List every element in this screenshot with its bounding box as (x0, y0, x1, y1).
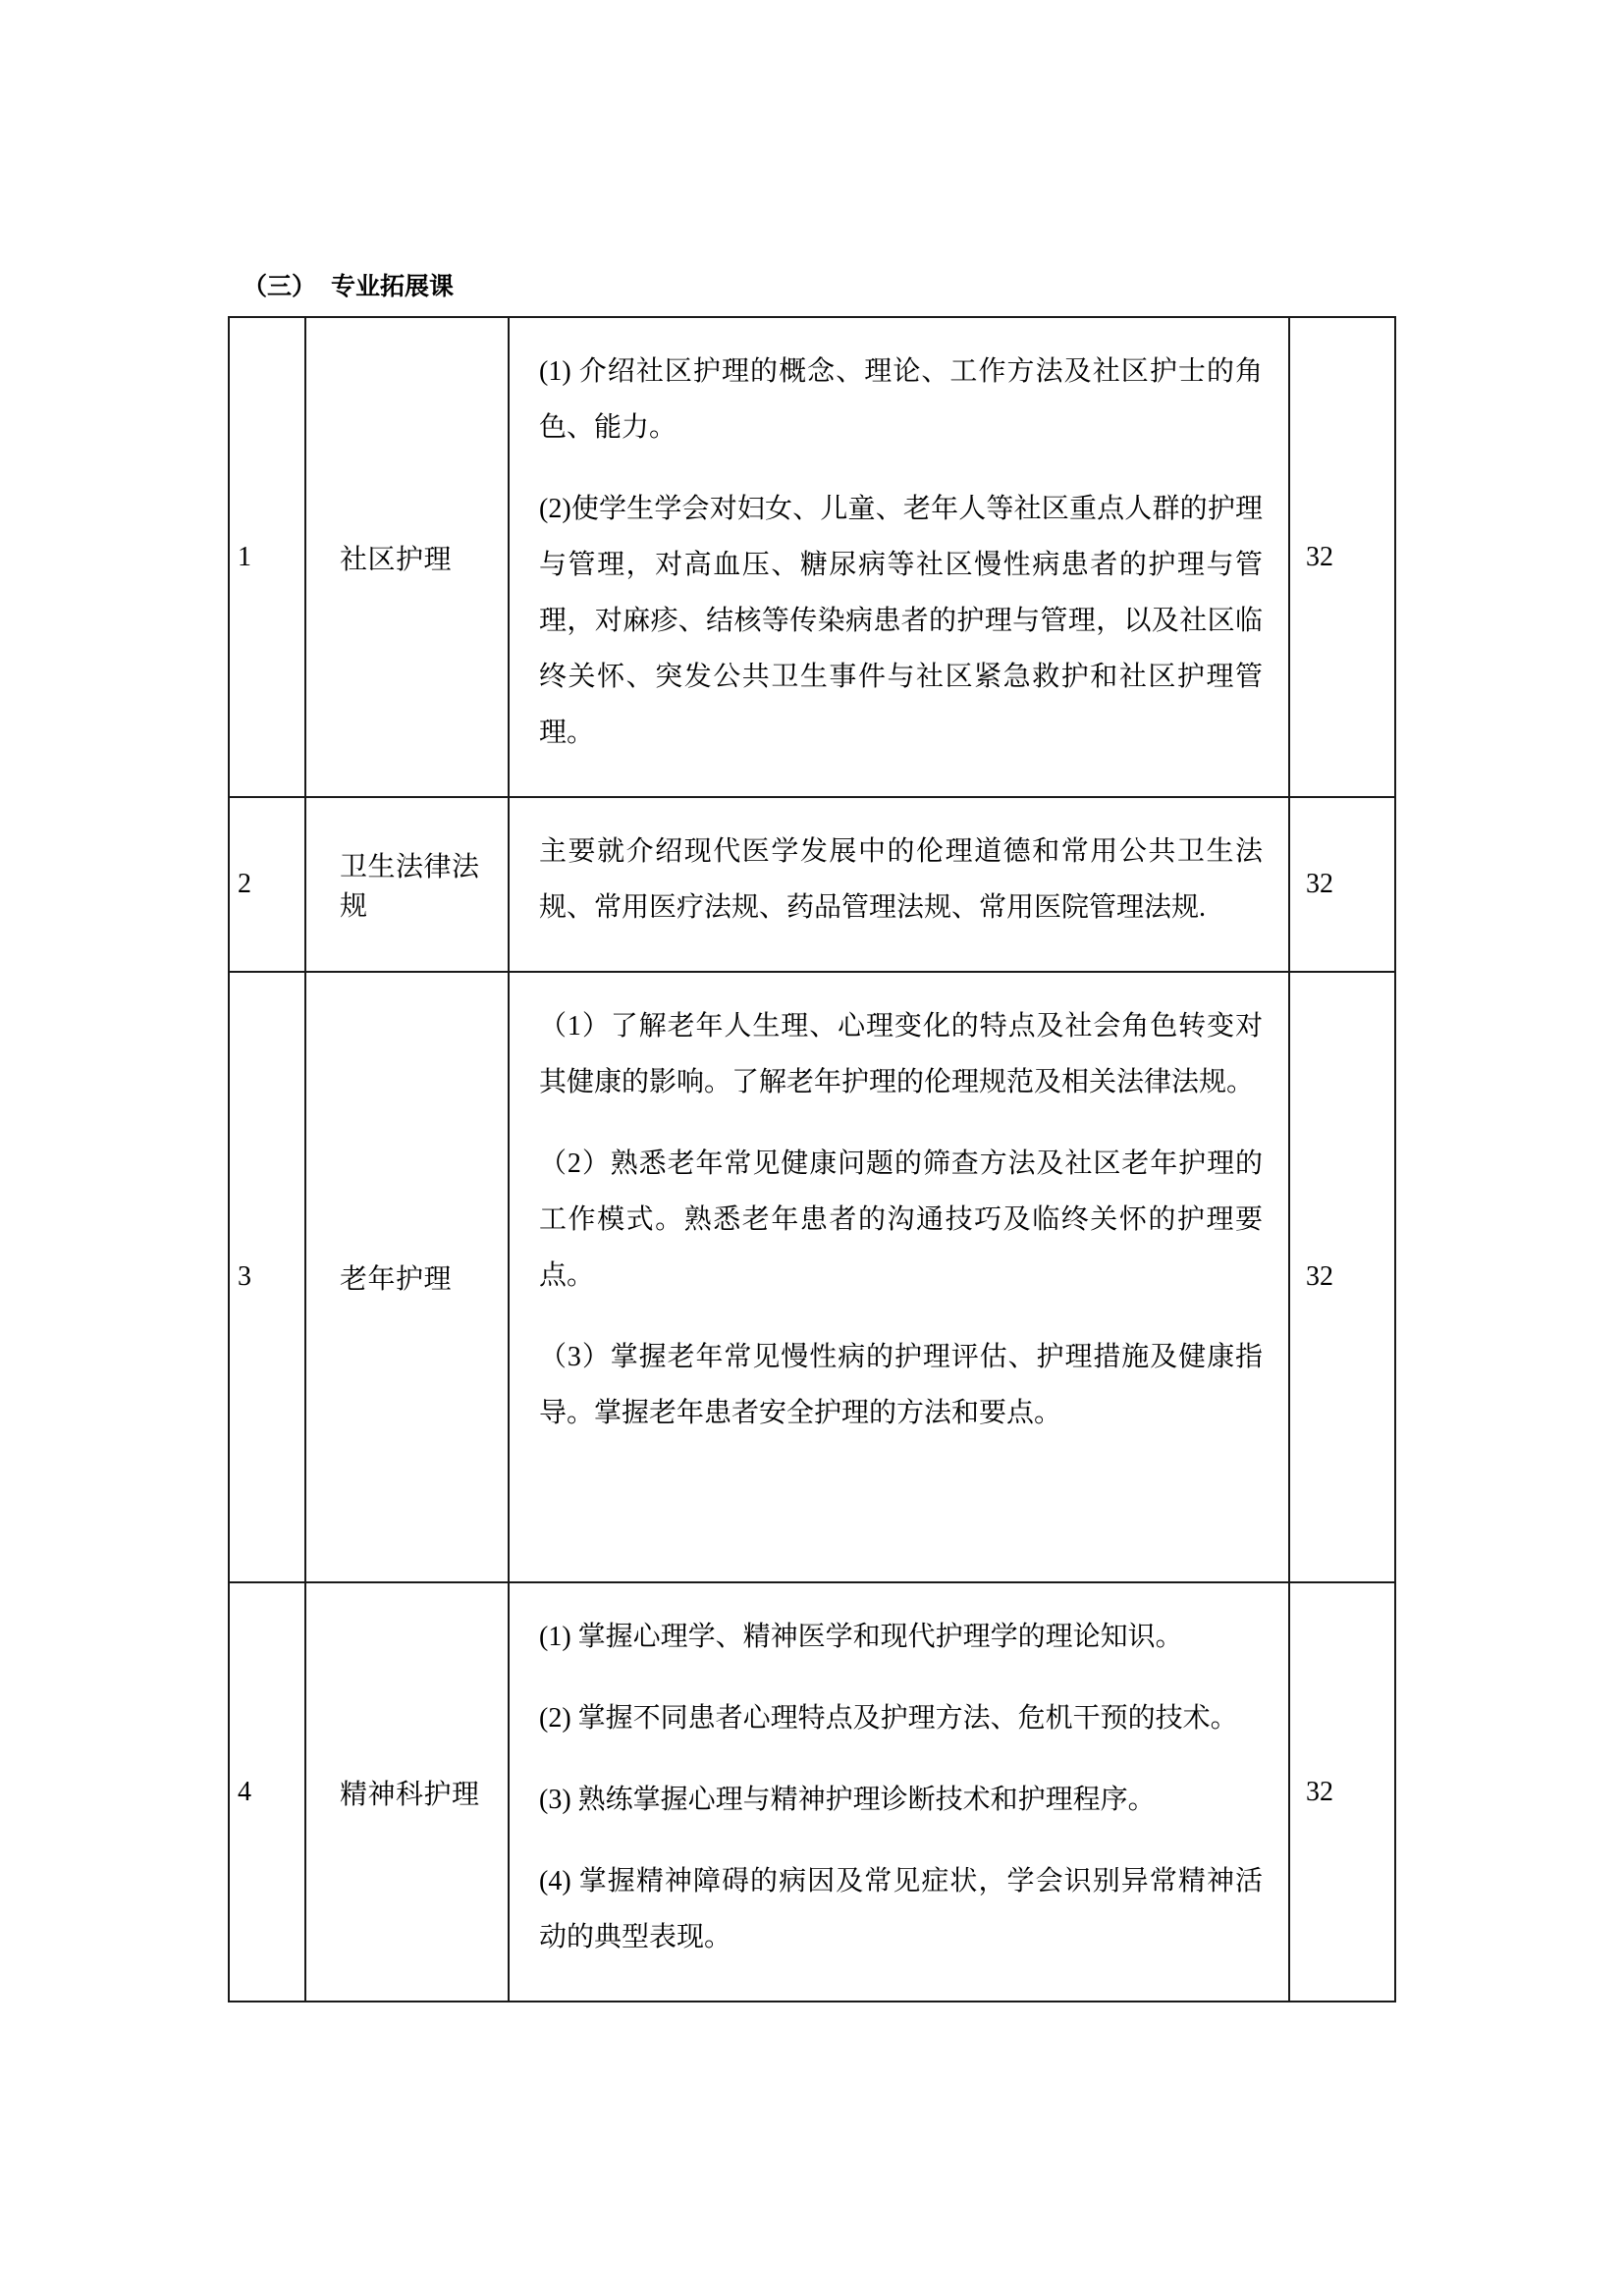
course-description-paragraph: (2) 掌握不同患者心理特点及护理方法、危机干预的技术。 (539, 1703, 1238, 1734)
course-description-cell (509, 972, 1289, 1582)
course-row (229, 1582, 1395, 2002)
course-description-paragraph: （3）掌握老年常见慢性病的护理评估、护理措施及健康指导。掌握老年患者安全护理的方法和要点。 (539, 1342, 1263, 1428)
course-table (228, 316, 1396, 2002)
course-index-cell: 1 (229, 317, 305, 797)
section-number: （三） (243, 274, 317, 300)
course-index-cell: 2 (229, 797, 305, 972)
course-description-paragraph: 主要就介绍现代医学发展中的伦理道德和常用公共卫生法规、常用医疗法规、药品管理法规、常用医院管理法规. (539, 836, 1263, 923)
course-hours-cell: 32 (1289, 797, 1395, 972)
course-description-cell (509, 317, 1289, 797)
course-description-paragraph: (2)使学生学会对妇女、儿童、老年人等社区重点人群的护理与管理，对高血压、糖尿病等社区慢性病患者的护理与管理，对麻疹、结核等传染病患者的护理与管理，以及社区临终关怀、突发公共卫生事件与社区紧急救护和社区护理管理。 (539, 494, 1263, 748)
course-hours-cell: 32 (1289, 972, 1395, 1582)
course-row (229, 797, 1395, 972)
course-description-paragraph: （1）了解老年人生理、心理变化的特点及社会角色转变对其健康的影响。了解老年护理的伦理规范及相关法律法规。 (539, 1011, 1263, 1097)
course-name-cell: 老年护理 (305, 972, 509, 1582)
course-description-paragraph: (3) 熟练掌握心理与精神护理诊断技术和护理程序。 (539, 1785, 1156, 1815)
course-description-paragraph: (1) 掌握心理学、精神医学和现代护理学的理论知识。 (539, 1622, 1183, 1652)
section-title (243, 271, 454, 304)
course-description-cell (509, 797, 1289, 972)
course-description-paragraph: (1) 介绍社区护理的概念、理论、工作方法及社区护士的角色、能力。 (539, 356, 1263, 443)
course-name-cell: 精神科护理 (305, 1582, 509, 2002)
course-description-paragraph: （2）熟悉老年常见健康问题的筛查方法及社区老年护理的工作模式。熟悉老年患者的沟通技巧及临终关怀的护理要点。 (539, 1148, 1263, 1291)
course-row (229, 972, 1395, 1582)
course-row (229, 317, 1395, 797)
course-index-cell: 4 (229, 1582, 305, 2002)
course-hours-cell: 32 (1289, 317, 1395, 797)
course-name-cell: 卫生法律法规 (305, 797, 509, 972)
course-index-cell: 3 (229, 972, 305, 1582)
course-name-cell: 社区护理 (305, 317, 509, 797)
section-title-text: 专业拓展课 (331, 274, 455, 300)
course-description-paragraph: (4) 掌握精神障碍的病因及常见症状，学会识别异常精神活动的典型表现。 (539, 1866, 1263, 1952)
course-table-body (229, 317, 1395, 2002)
course-hours-cell: 32 (1289, 1582, 1395, 2002)
course-description-cell (509, 1582, 1289, 2002)
